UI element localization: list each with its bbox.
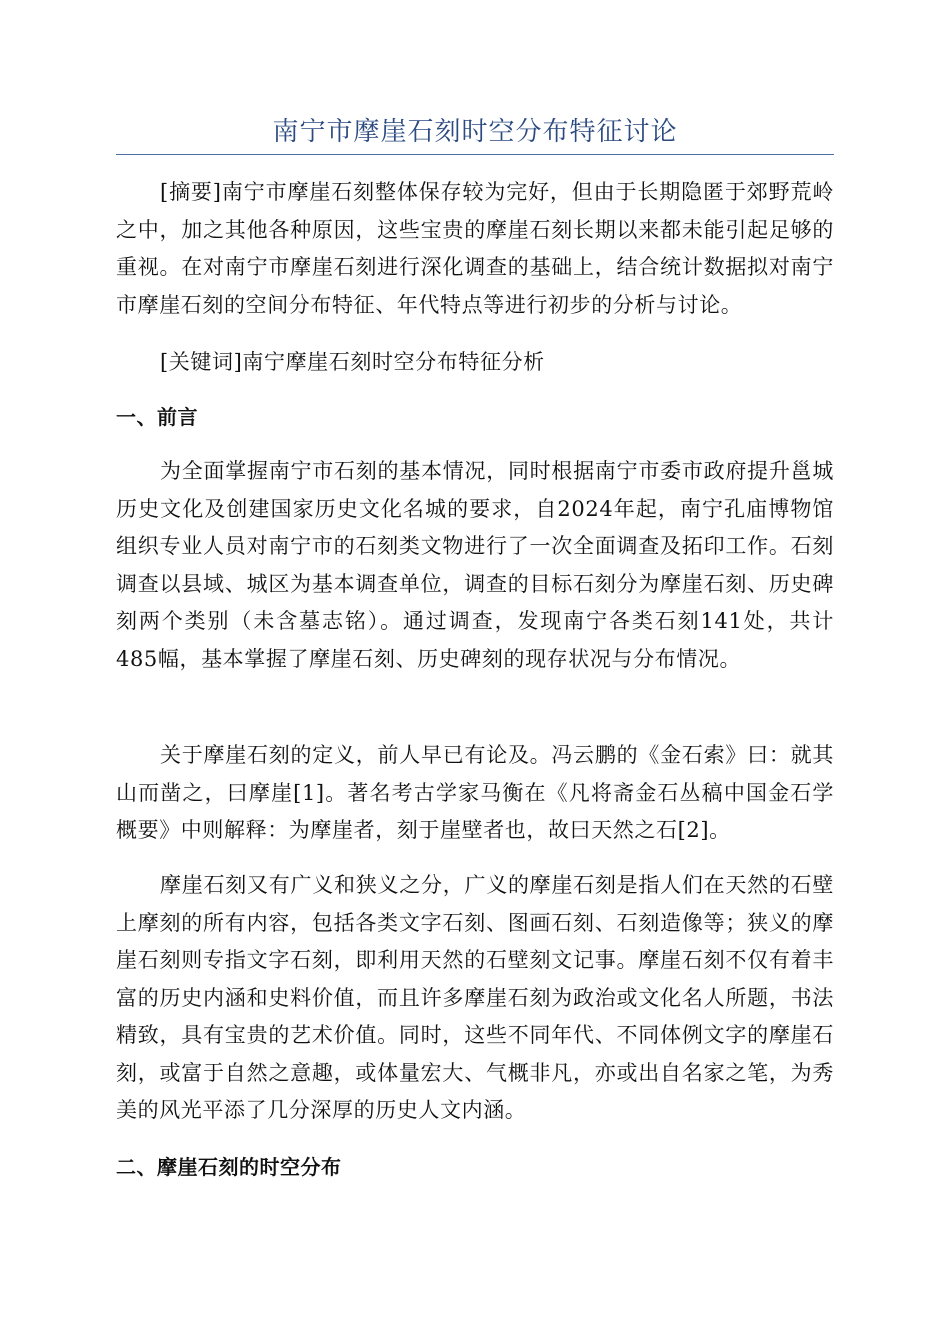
body-paragraph: 为全面掌握南宁市石刻的基本情况，同时根据南宁市委市政府提升邕城历史文化及创建国家历史文化名城的要求，自2024年起，南宁孔庙博物馆组织专业人员对南宁市的石刻类文物进行了一次全面调查及拓印工作。石刻调查以县域、城区为基本调查单位，调查的目标石刻分为摩崖石刻、历史碑刻两个类别（未含墓志铭）。通过调查，发现南宁各类石刻141处，共计485幅，基本掌握了摩崖石刻、历史碑刻的现存状况与分布情况。 (116, 459, 834, 671)
section-heading-introduction: 一、前言 (116, 405, 198, 429)
document-title: 南宁市摩崖石刻时空分布特征讨论 (272, 117, 678, 147)
keywords-paragraph: [关键词]南宁摩崖石刻时空分布特征分析 (160, 350, 545, 374)
body-paragraph: 摩崖石刻又有广义和狭义之分，广义的摩崖石刻是指人们在天然的石壁上摩刻的所有内容，包括各类文字石刻、图画石刻、石刻造像等；狭义的摩崖石刻则专指文字石刻，即利用天然的石壁刻文记事。摩崖石刻不仅有着丰富的历史内涵和史料价值，而且许多摩崖石刻为政治或文化名人所题，书法精致，具有宝贵的艺术价值。同时，这些不同年代、不同体例文字的摩崖石刻，或富于自然之意趣，或体量宏大、气概非凡，亦或出自名家之笔，为秀美的风光平添了几分深厚的历史人文内涵。 (116, 873, 834, 1122)
abstract-paragraph: [摘要]南宁市摩崖石刻整体保存较为完好，但由于长期隐匿于郊野荒岭之中，加之其他各种原因，这些宝贵的摩崖石刻长期以来都未能引起足够的重视。在对南宁市摩崖石刻进行深化调查的基础上，结合统计数据拟对南宁市摩崖石刻的空间分布特征、年代特点等进行初步的分析与讨论。 (116, 180, 834, 317)
title-underline (116, 154, 834, 155)
body-paragraph: 关于摩崖石刻的定义，前人早已有论及。冯云鹏的《金石索》曰：就其山而凿之，曰摩崖[1]。著名考古学家马衡在《凡将斋金石丛稿中国金石学概要》中则解释：为摩崖者，刻于崖壁者也，故曰天然之石[2]。 (116, 743, 834, 842)
section-heading-distribution: 二、摩崖石刻的时空分布 (116, 1155, 342, 1179)
